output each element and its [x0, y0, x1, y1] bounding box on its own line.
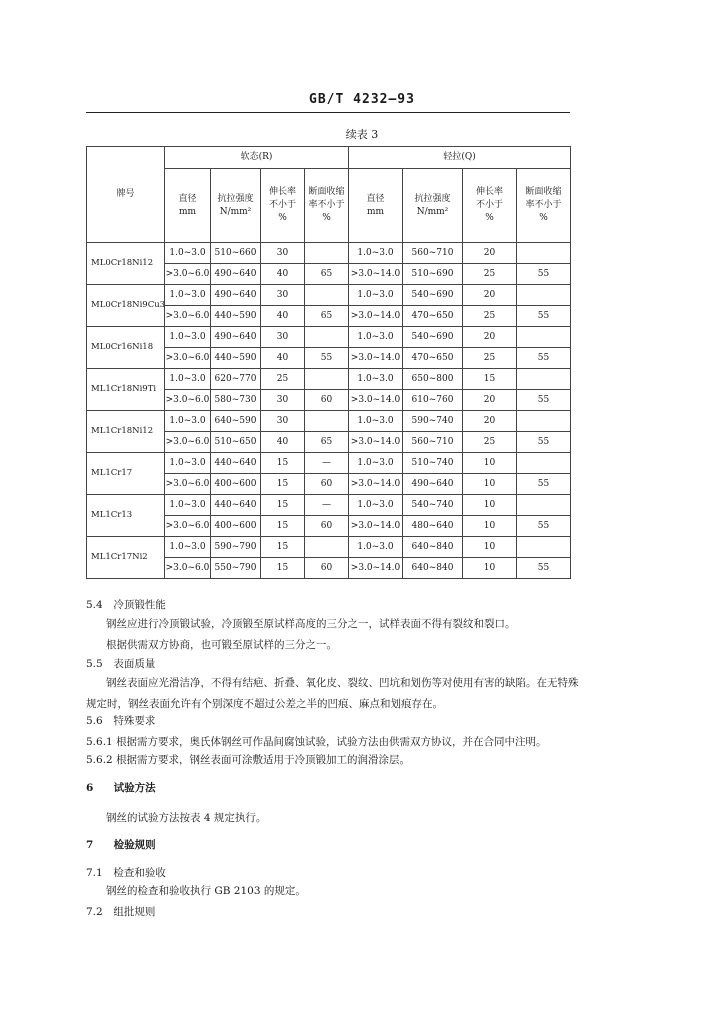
table-cell: 10: [463, 516, 517, 537]
light-column-header: [517, 169, 571, 243]
table-cell: 20: [463, 390, 517, 411]
section-5-5-paragraph: 钢丝表面应光滑洁净，不得有结疤、折叠、氧化皮、裂纹、凹坑和划伤等对使用有害的缺陷。在无特殊规定时，钢丝表面允许有个别深度不超过公差之半的凹痕、麻点和划痕存在。: [86, 677, 579, 710]
table-cell: 650~800: [403, 369, 463, 390]
soft-column-header: [305, 169, 349, 243]
section-6-heading: [86, 781, 156, 795]
light-column-header: [463, 169, 517, 243]
table-cell: 1.0~3.0: [165, 369, 211, 390]
grade-cell: ML1Cr13: [87, 495, 165, 537]
table-cell: 590~740: [403, 411, 463, 432]
table-cell: 490~640: [403, 474, 463, 495]
table-cell: 400~600: [211, 474, 261, 495]
table-cell: [517, 411, 571, 432]
column-header-line: mm: [366, 206, 385, 217]
table-cell: 510~660: [211, 243, 261, 264]
section-5-5-heading: [86, 657, 155, 671]
table-cell: 440~590: [211, 306, 261, 327]
section-5-4-heading: [86, 598, 166, 612]
section-6-paragraph: 钢丝的试验方法按表 4 规定执行。: [106, 812, 267, 824]
table-cell: >3.0~6.0: [165, 432, 211, 453]
table-cell: 15: [261, 516, 305, 537]
table-cell: [517, 243, 571, 264]
table-cell: 30: [261, 285, 305, 306]
table-cell: 55: [305, 348, 349, 369]
table-cell: 20: [463, 243, 517, 264]
table-cell: >3.0~14.0: [349, 348, 403, 369]
table-row: [87, 369, 571, 390]
table-cell: 15: [261, 453, 305, 474]
table-row: [87, 495, 571, 516]
grade-cell: ML1Cr18Ni9Ti: [87, 369, 165, 411]
table-cell: 560~710: [403, 243, 463, 264]
table-cell: 25: [463, 306, 517, 327]
table-cell: 30: [261, 327, 305, 348]
table-cell: >3.0~6.0: [165, 474, 211, 495]
column-header-line: 直径: [366, 193, 385, 204]
table-cell: 1.0~3.0: [349, 285, 403, 306]
section-7-heading: [86, 838, 156, 852]
table-cell: >3.0~14.0: [349, 474, 403, 495]
table-cell: 400~600: [211, 516, 261, 537]
table-row: [87, 537, 571, 558]
table-cell: 15: [463, 369, 517, 390]
section-number: 7: [86, 839, 94, 851]
column-header-line: 率不小于: [525, 200, 562, 210]
table-cell: 510~650: [211, 432, 261, 453]
table-cell: 55: [517, 558, 571, 579]
soft-column-header: [165, 169, 211, 243]
table-cell: 1.0~3.0: [165, 243, 211, 264]
column-header-line: 断面收缩: [308, 187, 345, 197]
grade-cell: ML1Cr17Ni2: [87, 537, 165, 579]
table-cell: [305, 327, 349, 348]
table-cell: 580~730: [211, 390, 261, 411]
column-header-line: 伸长率: [475, 187, 503, 197]
grade-cell: ML0Cr18Ni9Cu3: [87, 285, 165, 327]
section-title: 试验方法: [113, 782, 156, 794]
table-cell: [305, 537, 349, 558]
section-7-2-heading: [86, 905, 155, 919]
section-number: 7.1: [86, 867, 103, 879]
table-cell: 30: [261, 243, 305, 264]
table-cell: 1.0~3.0: [349, 369, 403, 390]
table-cell: 10: [463, 453, 517, 474]
section-7-1-heading: [86, 866, 166, 880]
table-cell: 1.0~3.0: [165, 537, 211, 558]
section-number: 5.6.1: [86, 736, 113, 748]
table-cell: 10: [463, 474, 517, 495]
table-cell: >3.0~6.0: [165, 516, 211, 537]
table-cell: [517, 369, 571, 390]
table-cell: 550~790: [211, 558, 261, 579]
light-header: 轻拉(Q): [349, 147, 571, 169]
section-5-4-paragraph-2: 根据供需双方协商，也可锻至原试样的三分之一。: [106, 639, 337, 651]
table-cell: 1.0~3.0: [165, 285, 211, 306]
table-cell: 490~640: [211, 327, 261, 348]
table-cell: 1.0~3.0: [165, 411, 211, 432]
column-header-line: 抗拉强度: [217, 193, 254, 204]
section-number: 5.6: [86, 715, 103, 727]
light-column-header: [403, 169, 463, 243]
table-cell: [517, 537, 571, 558]
table-cell: 1.0~3.0: [349, 327, 403, 348]
table-cell: 55: [517, 474, 571, 495]
table-cell: 55: [517, 390, 571, 411]
table-row: [87, 243, 571, 264]
table-cell: 60: [305, 516, 349, 537]
section-title: 表面质量: [113, 658, 156, 670]
table-cell: 470~650: [403, 348, 463, 369]
light-column-header: [349, 169, 403, 243]
table-cell: 490~640: [211, 285, 261, 306]
table-cell: 1.0~3.0: [165, 327, 211, 348]
section-title: 组批规则: [113, 906, 156, 918]
table-cell: 590~790: [211, 537, 261, 558]
section-5-6-2: [86, 753, 586, 767]
table-cell: >3.0~6.0: [165, 558, 211, 579]
table-cell: 55: [517, 264, 571, 285]
table-cell: 480~640: [403, 516, 463, 537]
column-header-line: 断面收缩: [525, 187, 562, 197]
table-cell: 55: [517, 432, 571, 453]
table-row: [87, 411, 571, 432]
table-cell: 510~690: [403, 264, 463, 285]
table-cell: 65: [305, 432, 349, 453]
table-cell: 40: [261, 432, 305, 453]
table-cell: 1.0~3.0: [349, 495, 403, 516]
table-cell: 1.0~3.0: [349, 243, 403, 264]
table-cell: 1.0~3.0: [349, 411, 403, 432]
table-cell: 540~740: [403, 495, 463, 516]
column-header-line: N/mm²: [219, 206, 252, 217]
table-cell: 610~760: [403, 390, 463, 411]
section-5-6-heading: [86, 714, 155, 728]
table-cell: 60: [305, 558, 349, 579]
table-cell: 15: [261, 474, 305, 495]
table-cell: 20: [463, 411, 517, 432]
table-cell: 15: [261, 537, 305, 558]
table-cell: 25: [463, 264, 517, 285]
section-title: 检验规则: [113, 839, 156, 851]
table-cell: 10: [463, 495, 517, 516]
section-text: 根据需方要求，奥氏体钢丝可作晶间腐蚀试验，试验方法由供需双方协议，并在合同中注明。: [116, 736, 547, 748]
column-header-line: 伸长率: [268, 187, 296, 197]
column-header-line: %: [485, 213, 494, 223]
table-cell: 510~740: [403, 453, 463, 474]
table-cell: 1.0~3.0: [349, 453, 403, 474]
table-cell: 25: [463, 432, 517, 453]
soft-column-header: [261, 169, 305, 243]
section-5-4-paragraph-1: 钢丝应进行冷顶锻试验，冷顶锻至原试样高度的三分之一，试样表面不得有裂纹和裂口。: [106, 618, 516, 630]
table-cell: 55: [517, 348, 571, 369]
table-row: [87, 327, 571, 348]
table-cell: 1.0~3.0: [165, 495, 211, 516]
table-cell: 540~690: [403, 285, 463, 306]
table-cell: [305, 243, 349, 264]
table-cell: >3.0~14.0: [349, 516, 403, 537]
table-cell: 40: [261, 306, 305, 327]
table-cell: 640~590: [211, 411, 261, 432]
soft-column-header: [211, 169, 261, 243]
table-cell: 470~650: [403, 306, 463, 327]
table-row: [87, 453, 571, 474]
section-number: 7.2: [86, 906, 103, 918]
table-cell: >3.0~6.0: [165, 264, 211, 285]
section-number: 5.5: [86, 658, 103, 670]
table-cell: 10: [463, 537, 517, 558]
section-7-1-paragraph: 钢丝的检查和验收执行 GB 2103 的规定。: [106, 885, 306, 897]
soft-header: 软态(R): [165, 147, 349, 169]
section-5-6-1: [86, 735, 586, 749]
table-cell: —: [305, 453, 349, 474]
table-cell: 1.0~3.0: [349, 537, 403, 558]
section-number: 5.4: [86, 599, 103, 611]
grade-cell: ML0Cr18Ni12: [87, 243, 165, 285]
table-cell: 60: [305, 474, 349, 495]
table-cell: >3.0~14.0: [349, 558, 403, 579]
table-cell: 640~840: [403, 537, 463, 558]
table-cell: 30: [261, 390, 305, 411]
table-cell: —: [305, 495, 349, 516]
grade-cell: ML1Cr18Ni12: [87, 411, 165, 453]
table-cell: 440~640: [211, 453, 261, 474]
table-cell: 60: [305, 390, 349, 411]
column-header-line: %: [539, 213, 548, 223]
table-cell: 560~710: [403, 432, 463, 453]
column-header-line: N/mm²: [416, 206, 449, 217]
page-header: GB/T 4232—93: [309, 92, 415, 107]
table-cell: 1.0~3.0: [165, 453, 211, 474]
header-rule: [86, 112, 570, 113]
table-cell: 55: [517, 516, 571, 537]
table-cell: [517, 285, 571, 306]
table-cell: 540~690: [403, 327, 463, 348]
column-header-line: 直径: [178, 193, 197, 204]
table-cell: >3.0~14.0: [349, 306, 403, 327]
table-cell: [517, 495, 571, 516]
table-cell: >3.0~14.0: [349, 432, 403, 453]
column-header-line: 抗拉强度: [414, 193, 451, 204]
grade-cell: ML0Cr16Ni18: [87, 327, 165, 369]
column-header-line: 不小于: [475, 200, 503, 210]
grade-header: 牌号: [87, 147, 165, 243]
grade-cell: ML1Cr17: [87, 453, 165, 495]
table-cell: >3.0~14.0: [349, 264, 403, 285]
table-cell: 20: [463, 327, 517, 348]
table-cell: 30: [261, 411, 305, 432]
table-cell: [305, 411, 349, 432]
table-cell: 25: [261, 369, 305, 390]
table-cell: [517, 453, 571, 474]
table-cell: 65: [305, 264, 349, 285]
section-number: 5.6.2: [86, 754, 113, 766]
table-cell: 65: [305, 306, 349, 327]
section-title: 检查和验收: [113, 867, 166, 879]
section-title: 特殊要求: [113, 715, 156, 727]
table-cell: 20: [463, 285, 517, 306]
table-cell: >3.0~14.0: [349, 390, 403, 411]
section-title: 冷顶锻性能: [113, 599, 166, 611]
table-cell: 40: [261, 264, 305, 285]
table-cell: [517, 327, 571, 348]
table-row: [87, 285, 571, 306]
properties-table: [86, 146, 571, 579]
table-cell: 440~640: [211, 495, 261, 516]
table-cell: [305, 285, 349, 306]
table-cell: >3.0~6.0: [165, 306, 211, 327]
section-text: 根据需方要求，钢丝表面可涂敷适用于冷顶锻加工的润滑涂层。: [116, 754, 411, 766]
column-header-line: mm: [178, 206, 197, 217]
table-caption: 续表 3: [345, 128, 379, 141]
table-cell: 15: [261, 558, 305, 579]
column-header-line: %: [278, 213, 287, 223]
table-cell: >3.0~6.0: [165, 390, 211, 411]
table-cell: 490~640: [211, 264, 261, 285]
table-cell: 40: [261, 348, 305, 369]
table-cell: 55: [517, 306, 571, 327]
section-number: 6: [86, 782, 94, 794]
table-cell: 620~770: [211, 369, 261, 390]
table-cell: 10: [463, 558, 517, 579]
table-cell: 640~840: [403, 558, 463, 579]
table-cell: [305, 369, 349, 390]
table-cell: 25: [463, 348, 517, 369]
column-header-line: %: [322, 213, 331, 223]
column-header-line: 不小于: [268, 200, 296, 210]
table-cell: 15: [261, 495, 305, 516]
column-header-line: 率不小于: [308, 200, 345, 210]
table-cell: >3.0~6.0: [165, 348, 211, 369]
table-cell: 440~590: [211, 348, 261, 369]
